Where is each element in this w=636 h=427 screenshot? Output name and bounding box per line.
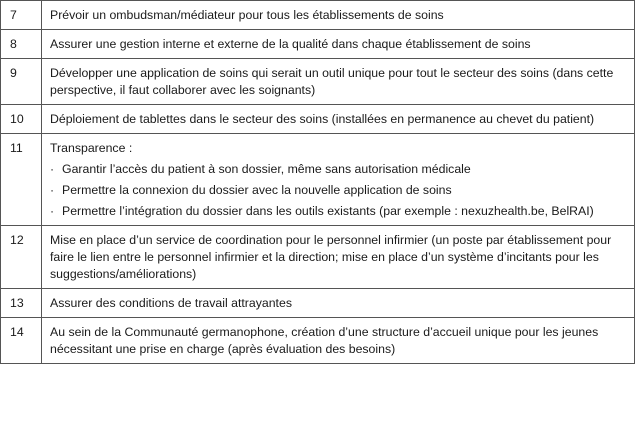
table-row: [1, 105, 635, 134]
transparency-list: [50, 161, 626, 220]
table-row: [1, 59, 635, 105]
row-number: 9: [1, 59, 42, 105]
row-text: Au sein de la Communauté germanophone, création d’une structure d’accueil unique pour les jeunes nécessitant une prise en charge (après évaluation des besoins): [42, 318, 635, 364]
row-text: Assurer des conditions de travail attrayantes: [42, 289, 635, 318]
list-item-text: Permettre l’intégration du dossier dans les outils existants (par exemple : nexuzhealth.be, BelRAI): [62, 204, 594, 218]
list-item: [50, 203, 626, 220]
list-item: [50, 161, 626, 178]
table-row: [1, 1, 635, 30]
bullet-icon: ·: [50, 204, 55, 218]
row-number: 12: [1, 226, 42, 289]
table-row: [1, 226, 635, 289]
table-row: [1, 134, 635, 226]
row-text: Déploiement de tablettes dans le secteur des soins (installées en permanence au chevet du patient): [42, 105, 635, 134]
table-row: [1, 318, 635, 364]
list-item-text: Garantir l’accès du patient à son dossier, même sans autorisation médicale: [62, 162, 471, 176]
row-number: 8: [1, 30, 42, 59]
bullet-icon: ·: [50, 183, 55, 197]
list-item: [50, 182, 626, 199]
row-text: Assurer une gestion interne et externe de la qualité dans chaque établissement de soins: [42, 30, 635, 59]
row-heading: Transparence :: [50, 141, 133, 155]
row-text: Développer une application de soins qui serait un outil unique pour tout le secteur des soins (dans cette perspective, il faut collaborer avec les soignants): [42, 59, 635, 105]
row-text: Mise en place d’un service de coordination pour le personnel infirmier (un poste par établissement pour faire le lien entre le personnel infirmier et la direction; mise en place d’un système d’incitants pour les suggestions/améliorations): [42, 226, 635, 289]
row-text-with-list: [42, 134, 635, 226]
row-number: 7: [1, 1, 42, 30]
table-row: [1, 30, 635, 59]
row-number: 10: [1, 105, 42, 134]
table-row: [1, 289, 635, 318]
row-number: 11: [1, 134, 42, 226]
measures-table-body: [1, 1, 635, 364]
row-number: 14: [1, 318, 42, 364]
bullet-icon: ·: [50, 162, 55, 176]
list-item-text: Permettre la connexion du dossier avec la nouvelle application de soins: [62, 183, 452, 197]
row-number: 13: [1, 289, 42, 318]
row-text: Prévoir un ombudsman/médiateur pour tous les établissements de soins: [42, 1, 635, 30]
